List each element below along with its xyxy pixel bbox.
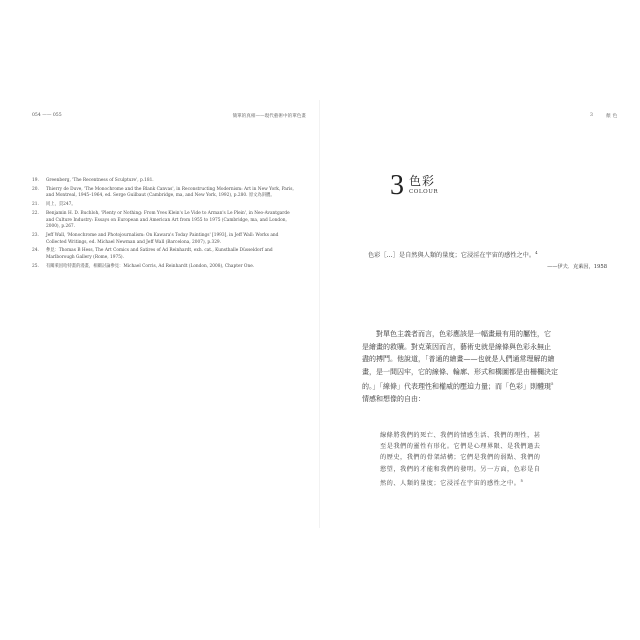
- body-line-text: 畫，是一間囚牢，它的線條、輪廓、形式和構圖都是由柵欄決定: [362, 367, 558, 376]
- left-page: [12, 100, 320, 528]
- quote-line-text: 的歷史，我們的骨架結構；它們是我們的弱點、我們的: [380, 454, 541, 462]
- quote-line: [380, 464, 594, 475]
- footnote-text: 參見：Thomas B Hess, The Art Comics and Satires of Ad Reinhardt, exh. cat., Kunsthalle Düsseldorf and Marlborough Gallery (Rome, 1975).: [46, 248, 273, 260]
- footnote-number: 20.: [32, 186, 39, 192]
- footnote-item: [32, 264, 294, 271]
- book-spread: [12, 100, 628, 528]
- quote-line: [380, 430, 594, 441]
- quote-line: [380, 475, 594, 489]
- chapter-title-en: COLOUR: [409, 189, 439, 195]
- footnote-text: Thierry de Duve, 'The Monochrome and the Blank Canvas', in Reconstructing Modernism: Art in New York, Paris, and Montreal, 1945–1964, ed. Serge Guilbaut (Cambridge, ma, and New York, 1992), p.280. 原文為斜體。: [46, 186, 294, 199]
- footnote-text: 同上，頁247。: [46, 202, 76, 208]
- quote-line-text: 然的、人類的量度；它浸淫在宇宙的感性之中。: [380, 479, 521, 487]
- footnote-item: [32, 211, 294, 231]
- body-line-text: 對單色主義者而言，色彩應該是一幅畫最有用的屬性，它: [362, 330, 551, 338]
- footnote-text: Greenberg, 'The Recentness of Sculpture', p.181.: [46, 178, 154, 183]
- footnote-text: 有關萊因哈特畫的漫畫，相關討論參見：Michael Corris, Ad Reinhardt (London, 2008), Chapter One.: [46, 263, 255, 269]
- body-note: 5: [551, 381, 554, 387]
- chapter-number: 3: [390, 170, 404, 201]
- body-line-text: 盡的搏鬥。他說道，「普通的繪畫——也就是人們通常理解的繪: [362, 355, 555, 364]
- body-line: [362, 341, 596, 354]
- body-line: [362, 378, 596, 393]
- chapter-titles: [409, 172, 438, 195]
- body-paragraph: [362, 328, 596, 406]
- page-numbers: 054 —— 055: [32, 113, 62, 118]
- quote-line-text: 至是我們的靈性有形化。它們是心理界限、是我們過去: [380, 443, 541, 451]
- body-line: [362, 366, 596, 379]
- right-page: [320, 100, 628, 528]
- body-line-text: 情感和想像的自由：: [362, 395, 425, 404]
- footnote-number: 24.: [32, 248, 39, 254]
- quote-line: [380, 441, 594, 452]
- quote-line-text: 慾望，我們的才能和我們的發明。另一方面，色彩是自: [380, 465, 541, 473]
- block-quote: [380, 430, 594, 489]
- footnote-text: Benjamin H. D. Buchloh, 'Plenty or Nothing: From Yves Klein's Le Vide to Arman's Le Plein', in Neo-Avantgarde and Culture Industry: Essays on European and American Art from 1955 to 1975 (Cambridge, ma, and London, 2000), p.267.: [46, 210, 290, 230]
- body-line: [362, 393, 596, 406]
- footnote-number: 21.: [32, 202, 39, 208]
- epigraph-quote: 色彩［…］是自然與人類的量度；它浸淫在宇宙的感性之中。: [368, 252, 536, 260]
- footnote-item: [32, 202, 294, 209]
- header-chapter-number: 3: [590, 113, 593, 118]
- quote-line-text: 線條將我們的死亡、我們的情感生活、我們的理性，甚: [380, 432, 541, 439]
- header-chapter-label: 顏色: [606, 114, 620, 119]
- footnote-item: [32, 248, 294, 261]
- body-line: [362, 353, 596, 366]
- footnote-list: [32, 178, 294, 272]
- footnote-text: Jeff Wall, 'Monochrome and Photojournalism: On Kawara's Today Paintings' [1993], in Jeff Wall: Works and Collected Writings, ed. Michael Newman and Jeff Wall (Barcelona, 2007), p.329.: [46, 232, 279, 245]
- footnote-item: [32, 178, 294, 185]
- footnote-number: 19.: [32, 178, 39, 183]
- footnote-item: [32, 233, 294, 246]
- epigraph-attribution: ——伊夫．克萊因，1958: [547, 264, 607, 270]
- footnote-number: 22.: [32, 210, 39, 216]
- body-line-text: 的。」「線條」代表理性和權威的壓迫力量；而「色彩」則體現: [362, 382, 551, 391]
- running-title: 簡單的真相——現代藝術中的單色畫: [232, 114, 306, 119]
- epigraph: [368, 248, 594, 260]
- epigraph-note: 4: [535, 250, 538, 255]
- quote-note: 5: [520, 477, 524, 483]
- body-line-text: 是繪畫的救贖。對克萊因而言，藝術史就是線條與色彩永無止: [362, 342, 551, 351]
- quote-line: [380, 452, 594, 463]
- chapter-title-zh: 色彩: [409, 174, 436, 188]
- footnote-number: 25.: [32, 263, 39, 269]
- chapter-heading: [390, 172, 438, 200]
- footnote-number: 23.: [32, 232, 39, 238]
- footnote-item: [32, 187, 294, 200]
- body-line: [362, 328, 596, 341]
